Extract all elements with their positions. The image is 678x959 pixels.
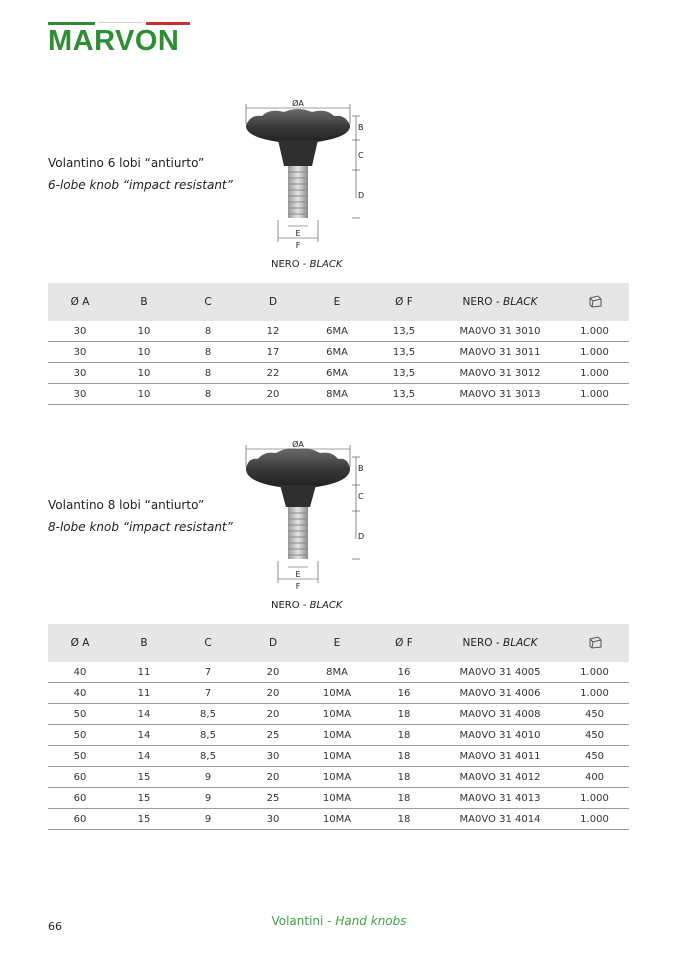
cell-code: MA0VO 31 3013 <box>440 384 560 405</box>
cell-b: 15 <box>112 767 176 788</box>
cell-diameter-a: 60 <box>48 767 112 788</box>
cell-c: 8 <box>176 363 240 384</box>
table-row <box>48 704 629 725</box>
cell-e: 8MA <box>306 384 368 405</box>
cell-b: 11 <box>112 662 176 683</box>
cell-b: 10 <box>112 363 176 384</box>
cell-code: MA0VO 31 4014 <box>440 809 560 830</box>
label-e: E <box>295 570 301 579</box>
cell-c: 9 <box>176 809 240 830</box>
label-f: F <box>295 582 301 591</box>
cell-d: 20 <box>240 683 306 704</box>
header-pack <box>560 624 629 662</box>
product-title-en: 6-lobe knob “impact resistant” <box>48 178 233 192</box>
cell-diameter-f: 18 <box>368 704 440 725</box>
cell-e: 10MA <box>306 683 368 704</box>
cell-e: 6MA <box>306 321 368 342</box>
label-b: B <box>358 464 364 473</box>
table-row <box>48 725 629 746</box>
color-label-it: NERO - <box>271 600 310 611</box>
cell-c: 9 <box>176 788 240 809</box>
label-b: B <box>358 123 364 132</box>
table-header-row <box>48 624 629 662</box>
product-title-it: Volantino 6 lobi “antiurto” <box>48 156 205 170</box>
cell-b: 10 <box>112 321 176 342</box>
color-label <box>271 600 342 611</box>
cell-pack-qty: 1.000 <box>560 809 629 830</box>
header-diameter-a: Ø A <box>48 283 112 321</box>
cell-e: 6MA <box>306 363 368 384</box>
header-e: E <box>306 283 368 321</box>
cell-e: 10MA <box>306 788 368 809</box>
header-c: C <box>176 283 240 321</box>
cell-diameter-f: 13,5 <box>368 342 440 363</box>
color-label-it: NERO - <box>271 259 310 270</box>
cell-pack-qty: 450 <box>560 725 629 746</box>
label-f: F <box>295 241 301 250</box>
spec-table <box>48 283 629 405</box>
spec-table <box>48 624 629 830</box>
knob-technical-drawing <box>232 437 372 592</box>
table-row <box>48 342 629 363</box>
cell-b: 15 <box>112 788 176 809</box>
cell-diameter-a: 50 <box>48 704 112 725</box>
header-pack <box>560 283 629 321</box>
cell-diameter-f: 18 <box>368 809 440 830</box>
cell-b: 11 <box>112 683 176 704</box>
cell-code: MA0VO 31 4010 <box>440 725 560 746</box>
cell-d: 20 <box>240 767 306 788</box>
cell-c: 8 <box>176 321 240 342</box>
cell-pack-qty: 1.000 <box>560 788 629 809</box>
cell-code: MA0VO 31 4005 <box>440 662 560 683</box>
cell-d: 30 <box>240 809 306 830</box>
cell-d: 25 <box>240 725 306 746</box>
cell-diameter-f: 18 <box>368 767 440 788</box>
cell-c: 8 <box>176 342 240 363</box>
label-c: C <box>358 151 364 160</box>
cell-d: 20 <box>240 662 306 683</box>
header-d: D <box>240 624 306 662</box>
label-d: D <box>358 191 365 200</box>
product-title-en: 8-lobe knob “impact resistant” <box>48 520 233 534</box>
cell-code: MA0VO 31 4006 <box>440 683 560 704</box>
header-d: D <box>240 283 306 321</box>
label-diameter-a: ØA <box>292 440 304 449</box>
cell-code: MA0VO 31 3011 <box>440 342 560 363</box>
cell-diameter-f: 18 <box>368 788 440 809</box>
cell-d: 20 <box>240 704 306 725</box>
cell-b: 14 <box>112 704 176 725</box>
cell-code: MA0VO 31 4011 <box>440 746 560 767</box>
table-row <box>48 662 629 683</box>
table-row <box>48 809 629 830</box>
cell-b: 10 <box>112 342 176 363</box>
cell-b: 15 <box>112 809 176 830</box>
cell-d: 25 <box>240 788 306 809</box>
header-diameter-f: Ø F <box>368 283 440 321</box>
cell-pack-qty: 1.000 <box>560 683 629 704</box>
header-c: C <box>176 624 240 662</box>
cell-diameter-a: 40 <box>48 662 112 683</box>
cell-diameter-a: 30 <box>48 321 112 342</box>
cell-diameter-f: 13,5 <box>368 363 440 384</box>
cell-code: MA0VO 31 4012 <box>440 767 560 788</box>
knob-head <box>246 449 350 508</box>
cell-b: 14 <box>112 725 176 746</box>
box-icon <box>587 634 603 650</box>
product-title <box>48 497 233 535</box>
cell-code: MA0VO 31 3012 <box>440 363 560 384</box>
cell-d: 12 <box>240 321 306 342</box>
footer-title-en: Hand knobs <box>335 914 407 928</box>
cell-diameter-f: 13,5 <box>368 321 440 342</box>
table-body <box>48 662 629 830</box>
cell-e: 10MA <box>306 704 368 725</box>
table-row <box>48 363 629 384</box>
header-code-it: NERO - <box>462 637 504 649</box>
cell-pack-qty: 1.000 <box>560 342 629 363</box>
cell-diameter-a: 60 <box>48 809 112 830</box>
cell-diameter-a: 30 <box>48 384 112 405</box>
knob-head <box>246 109 350 166</box>
header-code-en: BLACK <box>503 637 538 649</box>
label-diameter-a: ØA <box>292 99 304 108</box>
cell-d: 20 <box>240 384 306 405</box>
cell-code: MA0VO 31 3010 <box>440 321 560 342</box>
header-code-en: BLACK <box>503 296 538 308</box>
cell-diameter-f: 18 <box>368 746 440 767</box>
cell-pack-qty: 450 <box>560 746 629 767</box>
cell-c: 9 <box>176 767 240 788</box>
cell-e: 8MA <box>306 662 368 683</box>
header-code <box>440 283 560 321</box>
brand-name: MARVON <box>48 25 180 57</box>
cell-e: 10MA <box>306 767 368 788</box>
label-c: C <box>358 492 364 501</box>
color-label <box>271 259 342 270</box>
cell-c: 8,5 <box>176 704 240 725</box>
screw-thread <box>288 507 308 559</box>
knob-technical-drawing <box>232 96 372 251</box>
table-row <box>48 767 629 788</box>
cell-b: 10 <box>112 384 176 405</box>
table-row <box>48 384 629 405</box>
header-b: B <box>112 283 176 321</box>
header-e: E <box>306 624 368 662</box>
header-code-it: NERO - <box>462 296 504 308</box>
table-row <box>48 683 629 704</box>
header-code <box>440 624 560 662</box>
cell-c: 8 <box>176 384 240 405</box>
cell-diameter-f: 18 <box>368 725 440 746</box>
cell-diameter-a: 30 <box>48 342 112 363</box>
screw-thread <box>288 166 308 218</box>
cell-diameter-a: 50 <box>48 746 112 767</box>
cell-e: 10MA <box>306 725 368 746</box>
header-diameter-a: Ø A <box>48 624 112 662</box>
color-label-en: BLACK <box>309 600 343 611</box>
table-header-row <box>48 283 629 321</box>
color-label-en: BLACK <box>309 259 343 270</box>
cell-diameter-a: 30 <box>48 363 112 384</box>
cell-diameter-f: 16 <box>368 662 440 683</box>
cell-e: 6MA <box>306 342 368 363</box>
header-diameter-f: Ø F <box>368 624 440 662</box>
cell-diameter-a: 60 <box>48 788 112 809</box>
header-b: B <box>112 624 176 662</box>
cell-c: 8,5 <box>176 725 240 746</box>
page-number: 66 <box>48 920 62 933</box>
cell-code: MA0VO 31 4013 <box>440 788 560 809</box>
cell-c: 7 <box>176 662 240 683</box>
cell-c: 7 <box>176 683 240 704</box>
cell-diameter-a: 40 <box>48 683 112 704</box>
cell-e: 10MA <box>306 746 368 767</box>
cell-diameter-a: 50 <box>48 725 112 746</box>
cell-d: 22 <box>240 363 306 384</box>
cell-diameter-f: 16 <box>368 683 440 704</box>
cell-d: 30 <box>240 746 306 767</box>
footer-title <box>0 914 678 928</box>
cell-pack-qty: 450 <box>560 704 629 725</box>
cell-c: 8,5 <box>176 746 240 767</box>
cell-pack-qty: 1.000 <box>560 363 629 384</box>
label-e: E <box>295 229 301 238</box>
cell-d: 17 <box>240 342 306 363</box>
cell-pack-qty: 1.000 <box>560 321 629 342</box>
footer-title-it: Volantini - <box>271 914 336 928</box>
table-row <box>48 321 629 342</box>
cell-pack-qty: 400 <box>560 767 629 788</box>
cell-b: 14 <box>112 746 176 767</box>
cell-pack-qty: 1.000 <box>560 384 629 405</box>
cell-e: 10MA <box>306 809 368 830</box>
table-row <box>48 746 629 767</box>
cell-diameter-f: 13,5 <box>368 384 440 405</box>
table-body <box>48 321 629 405</box>
label-d: D <box>358 532 365 541</box>
product-title <box>48 155 233 193</box>
cell-code: MA0VO 31 4008 <box>440 704 560 725</box>
brand-logo <box>48 22 190 56</box>
box-icon <box>587 293 603 309</box>
table-row <box>48 788 629 809</box>
cell-pack-qty: 1.000 <box>560 662 629 683</box>
product-title-it: Volantino 8 lobi “antiurto” <box>48 498 205 512</box>
